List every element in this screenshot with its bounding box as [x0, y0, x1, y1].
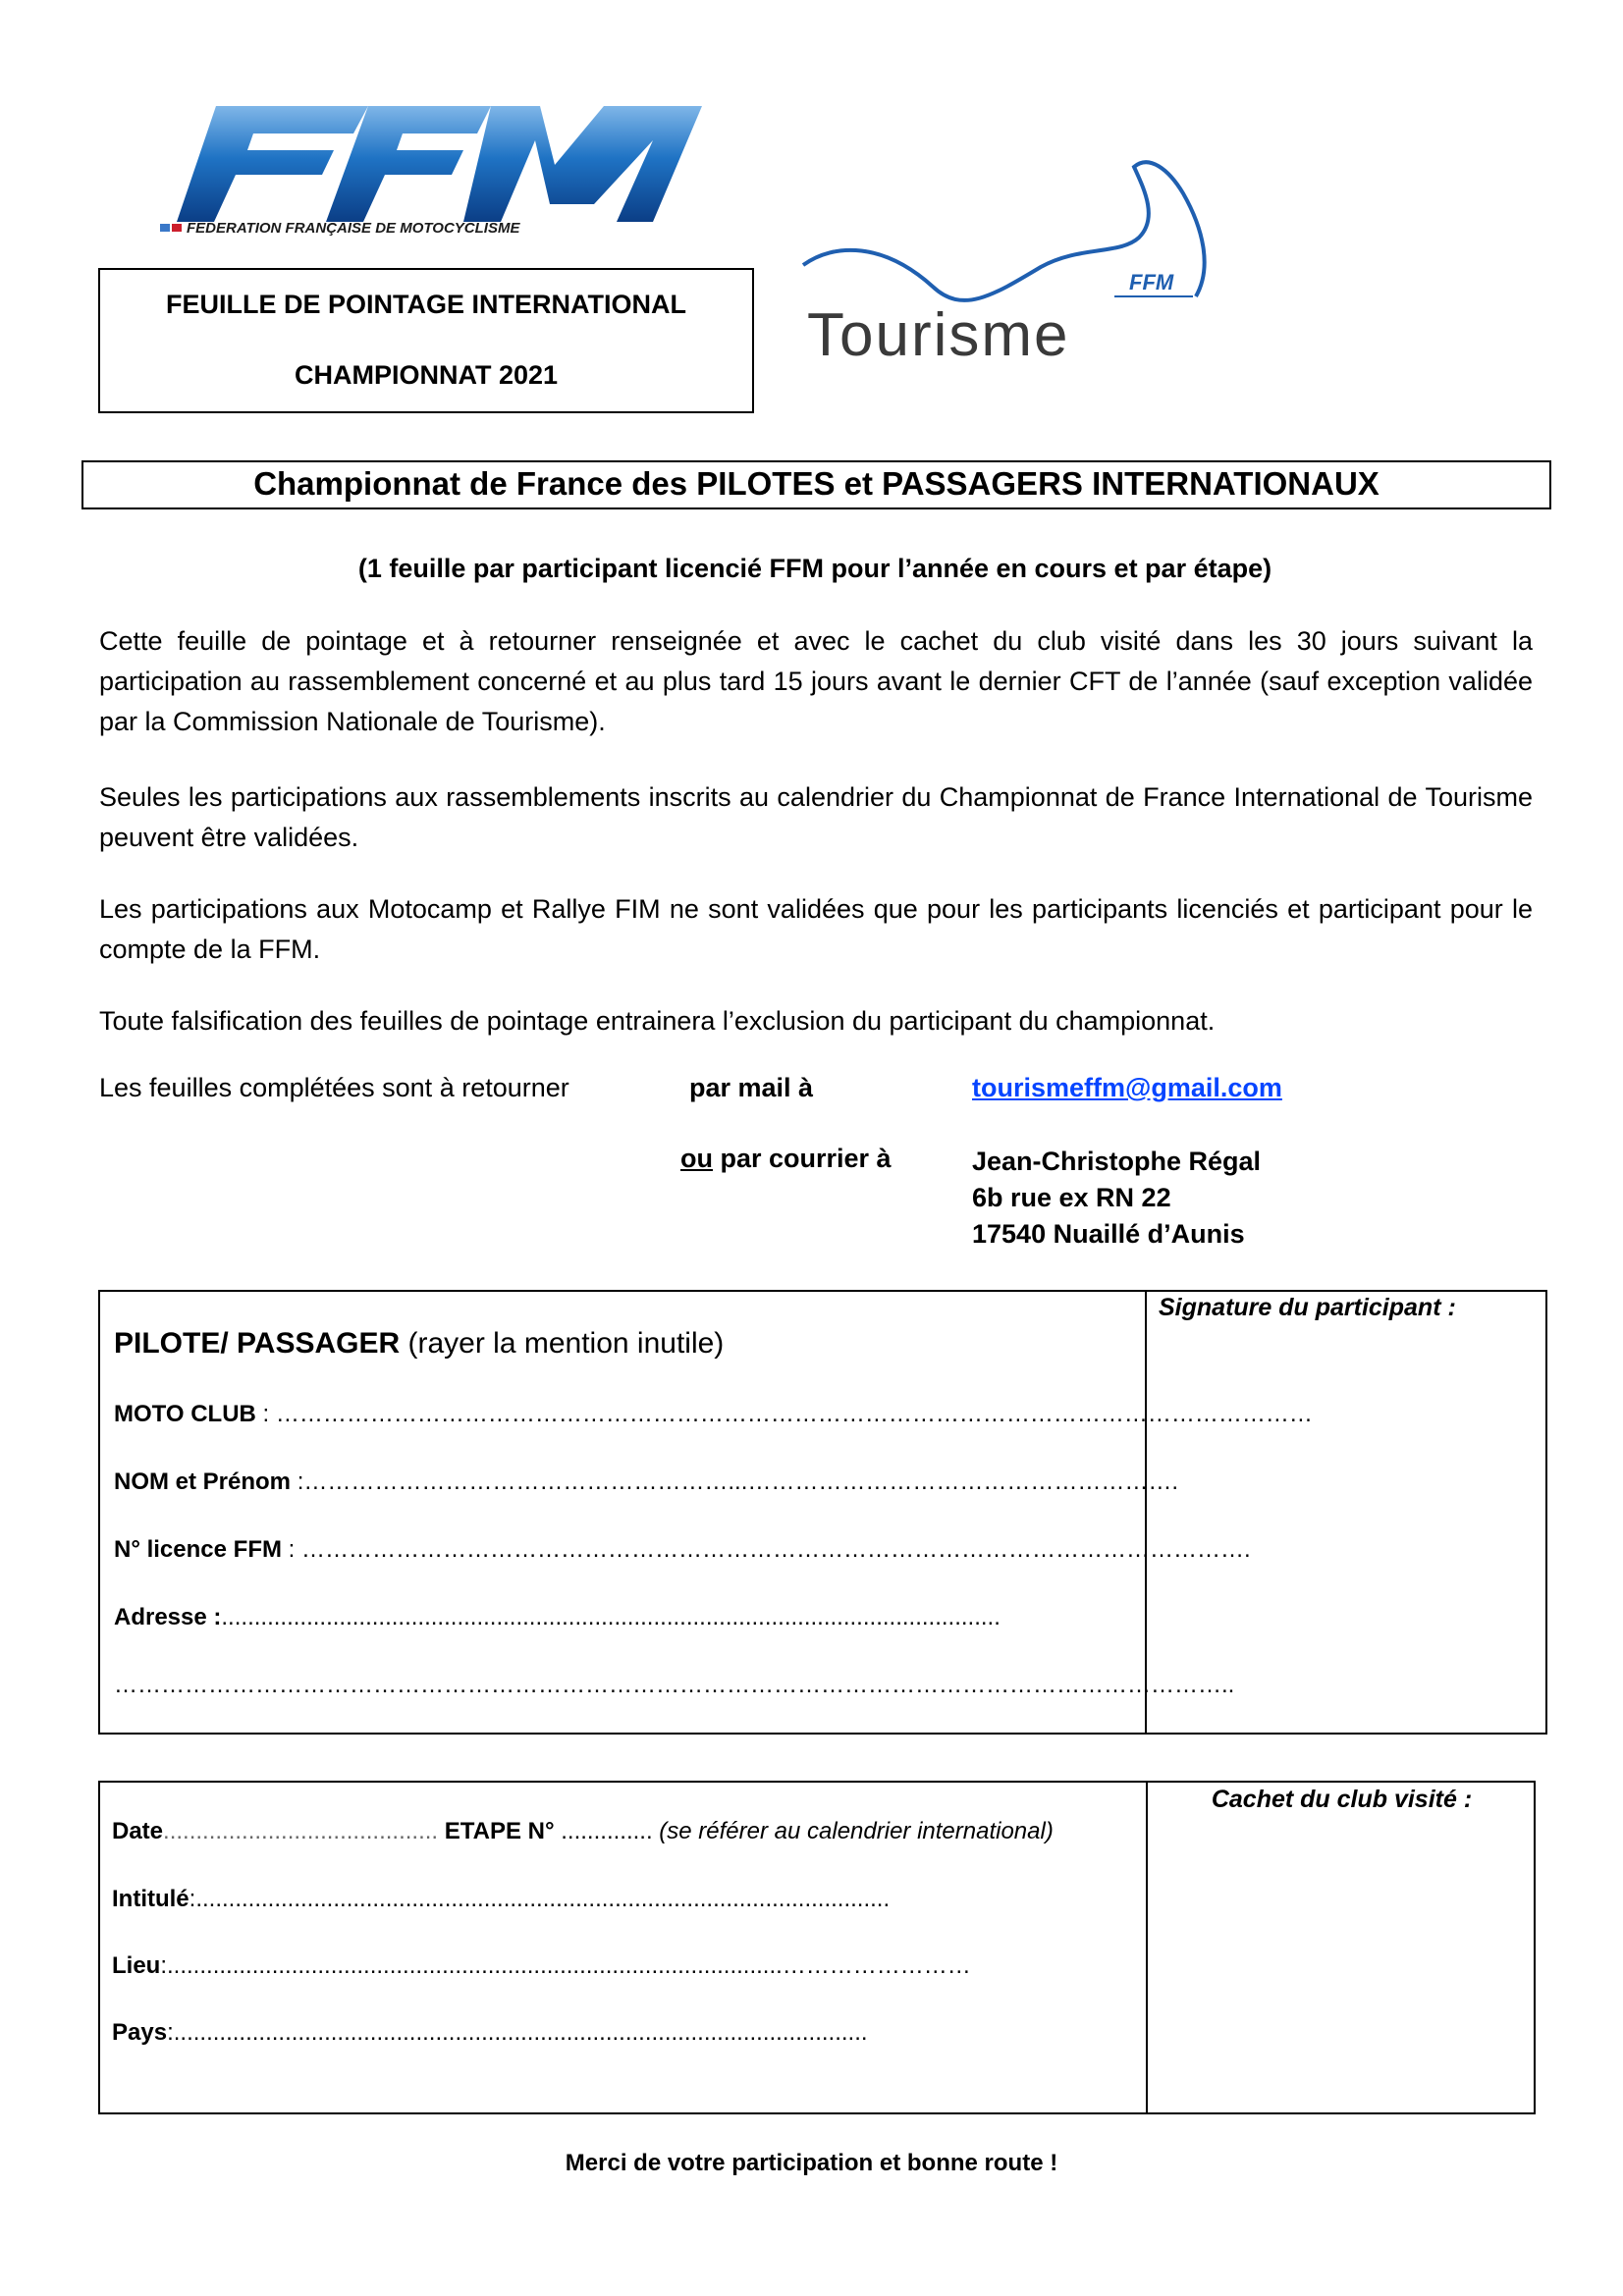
header-title: FEUILLE DE POINTAGE INTERNATIONAL	[166, 290, 686, 319]
address-field-line2[interactable]: ……………………………………………………………………………………………………………………………..	[114, 1672, 1235, 1698]
address-field[interactable]	[114, 1604, 1001, 1631]
address-street: 6b rue ex RN 22	[972, 1183, 1171, 1212]
address-city: 17540 Nuaillé d’Aunis	[972, 1219, 1245, 1249]
by-mail-label: par mail à	[689, 1073, 814, 1102]
moto-club-field[interactable]	[114, 1401, 1313, 1428]
pays-dots: :..........................................................................................................	[167, 2019, 868, 2046]
page-title: Championnat de France des PILOTES et PASSAGERS INTERNATIONAUX	[81, 460, 1551, 509]
signature-area[interactable]: Signature du participant :	[1159, 1294, 1456, 1321]
address-label: Adresse :	[114, 1604, 222, 1630]
email-link[interactable]: tourismeffm@gmail.com	[972, 1073, 1282, 1102]
by-post-text: par courrier à	[713, 1144, 892, 1173]
etape-dots: ..............	[554, 1818, 653, 1844]
paragraph-eligibility: Seules les participations aux rassemblements inscrits au calendrier du Championnat de France International de Tourisme peuvent être validées.	[99, 782, 1533, 852]
svg-text:FFM: FFM	[1129, 270, 1174, 294]
ffm-logo	[157, 96, 717, 243]
lieu-label: Lieu	[112, 1952, 161, 1979]
header-year: CHAMPIONNAT 2021	[294, 360, 559, 390]
date-etape-field[interactable]	[112, 1818, 1054, 1845]
licence-field[interactable]	[114, 1536, 1251, 1564]
lieu-dots: :..............................................................................................……………………	[160, 1952, 971, 1979]
participant-divider	[1145, 1290, 1147, 1735]
lieu-field[interactable]	[112, 1952, 971, 1980]
intitule-label: Intitulé	[112, 1886, 189, 1912]
licence-label: N° licence FFM	[114, 1536, 282, 1563]
stage-divider	[1146, 1781, 1148, 2114]
return-label: Les feuilles complétées sont à retourner	[99, 1073, 569, 1102]
paragraph-deadline: Cette feuille de pointage et à retourner renseignée et avec le cachet du club visité dans les 30 jours suivant la participation au rassemblement concerné et au plus tard 15 jours avant le dernier CFT de l’année (sauf exception validée par la Commission Nationale de Tourisme).	[99, 626, 1533, 736]
role-label[interactable]: PILOTE/ PASSAGER	[114, 1327, 401, 1360]
intitule-dots: :..........................................................................................................	[189, 1886, 891, 1912]
name-label: NOM et Prénom	[114, 1468, 292, 1495]
pays-label: Pays	[112, 2019, 168, 2046]
address-name: Jean-Christophe Régal	[972, 1147, 1262, 1176]
date-dots: ..........................................	[163, 1818, 439, 1844]
intitule-field[interactable]	[112, 1886, 890, 1913]
club-stamp-area[interactable]: Cachet du club visité :	[1211, 1786, 1473, 1813]
by-post-label	[680, 1144, 892, 1174]
tourisme-logo-text: Tourisme	[807, 301, 1070, 365]
name-field[interactable]	[114, 1468, 1178, 1496]
licence-dots: : ………………………………………………………………………………………………………….	[281, 1536, 1251, 1563]
footer-message: Merci de votre participation et bonne route !	[565, 2150, 1058, 2176]
or-word: ou	[680, 1144, 713, 1173]
role-hint: (rayer la mention inutile)	[400, 1327, 725, 1360]
paragraph-falsification: Toute falsification des feuilles de pointage entrainera l’exclusion du participant du championnat.	[99, 1006, 1216, 1036]
postal-address	[972, 1144, 1261, 1253]
subtitle: (1 feuille par participant licencié FFM pour l’année en cours et par étape)	[357, 554, 1272, 583]
ffm-logo-subtitle: FEDERATION FRANÇAISE DE MOTOCYCLISME	[187, 220, 520, 237]
date-label: Date	[112, 1818, 164, 1844]
etape-label: ETAPE N°	[438, 1818, 555, 1844]
header-box	[98, 268, 754, 413]
moto-club-label: MOTO CLUB	[114, 1401, 256, 1427]
role-line	[114, 1327, 724, 1361]
paragraph-motocamp: Les participations aux Motocamp et Rallye FIM ne sont validées que pour les participants licenciés et participant pour le compte de la FFM.	[99, 894, 1533, 964]
moto-club-dots: : ……………………………………………………………………………………………………………………	[255, 1401, 1313, 1427]
tourisme-logo	[795, 149, 1227, 365]
address-dots: .......................................................................................................................	[221, 1604, 1001, 1630]
name-dots: :………………………………………………...……………………………………………….	[291, 1468, 1179, 1495]
pays-field[interactable]	[112, 2019, 868, 2047]
etape-hint: (se référer au calendrier international)	[652, 1818, 1054, 1844]
